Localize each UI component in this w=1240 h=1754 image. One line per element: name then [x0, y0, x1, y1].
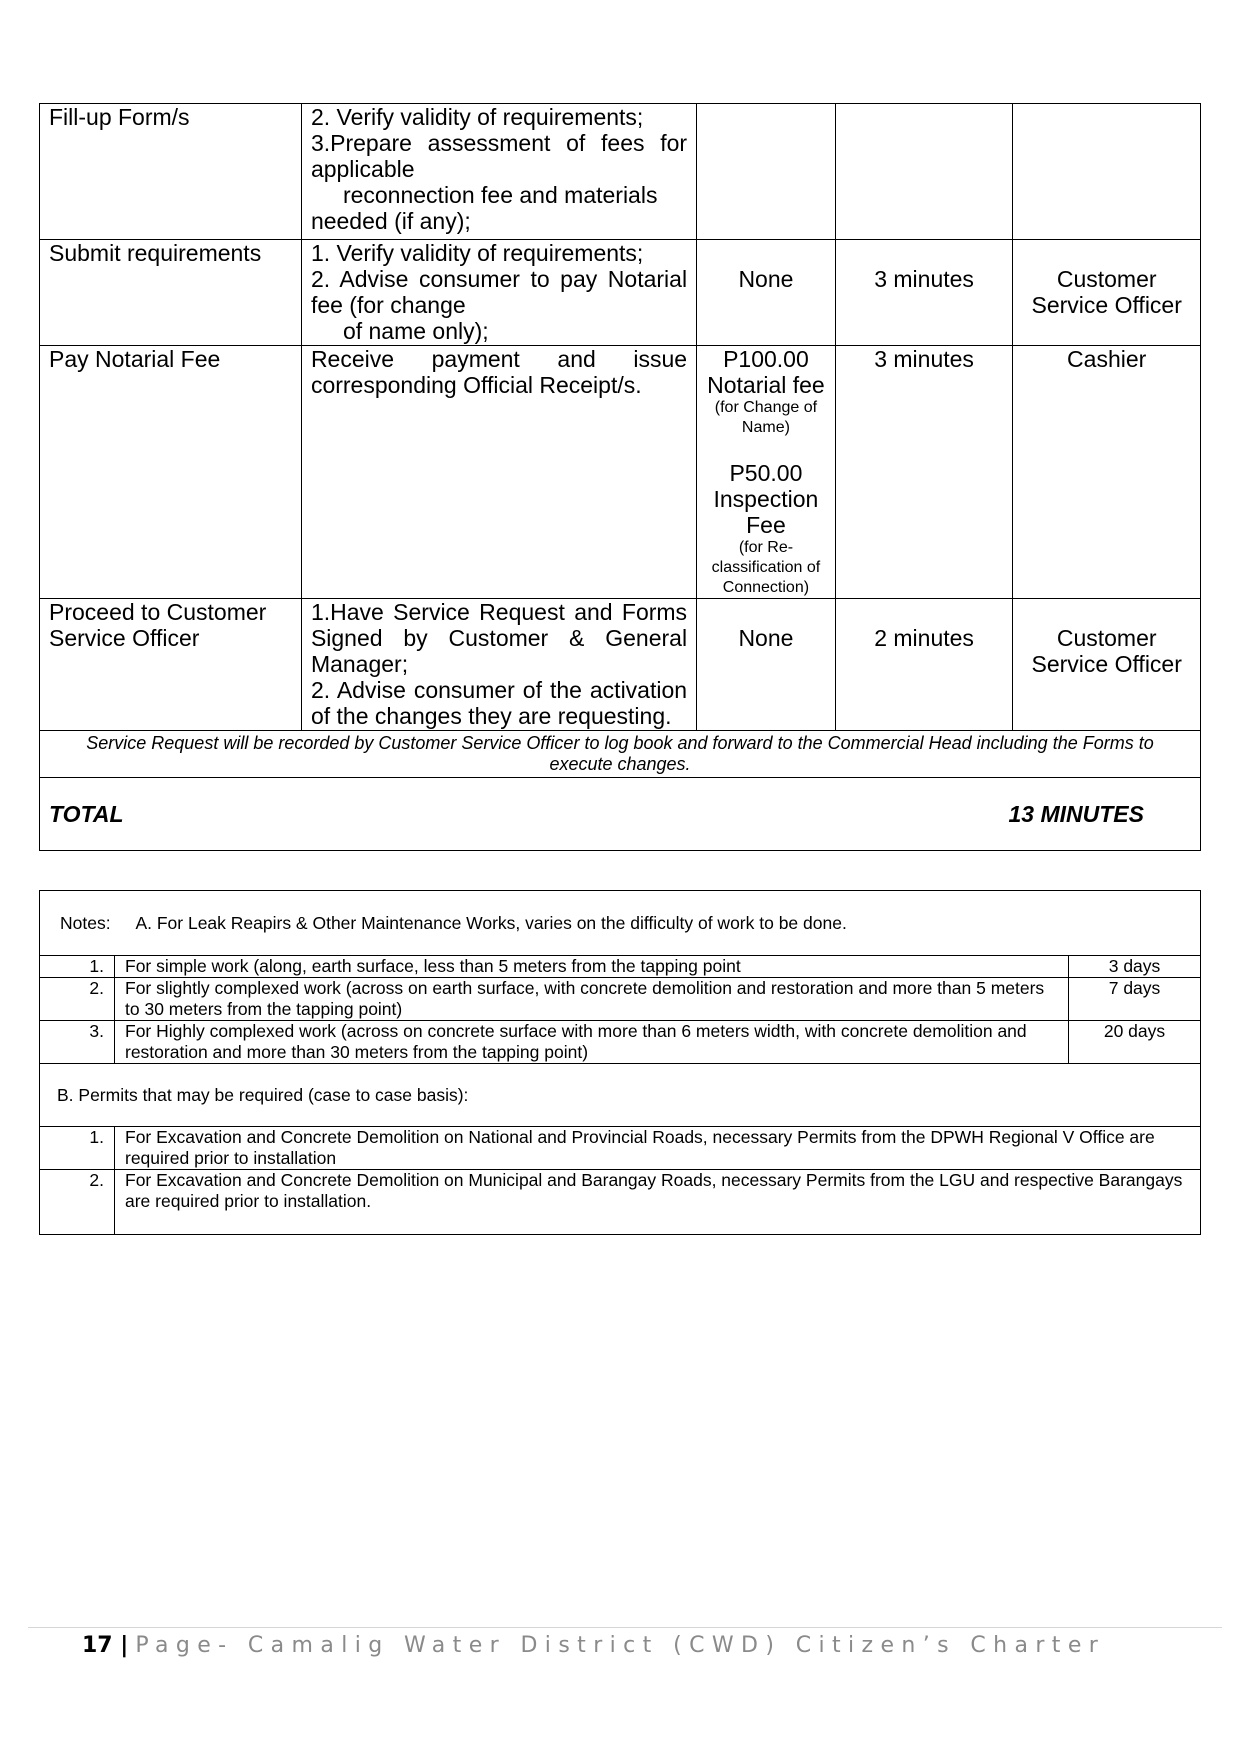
action-cell	[301, 240, 696, 346]
table-row	[40, 1127, 1201, 1170]
table-row	[40, 104, 1201, 240]
service-note: Service Request will be recorded by Customer Service Officer to log book and forward to the Commercial Head including the Forms to execute changes.	[40, 731, 1201, 778]
item-number: 2.	[40, 978, 115, 1021]
step-cell: Fill-up Form/s	[40, 104, 302, 240]
action-line: 2. Verify validity of requirements;	[310, 104, 644, 130]
notes-header	[40, 891, 1201, 956]
step-cell: Proceed to Customer Service Officer	[40, 599, 302, 731]
person-cell: Customer Service Officer	[1013, 599, 1201, 731]
inspection-fee: P50.00 Inspection Fee	[713, 460, 819, 538]
table-row	[40, 731, 1201, 778]
table-row	[40, 599, 1201, 731]
action-line: reconnection fee and materials	[342, 182, 658, 208]
table-row	[40, 956, 1201, 978]
notes-a-title: A. For Leak Reapirs & Other Maintenance Works, varies on the difficulty of work to be done.	[135, 912, 847, 933]
action-line: 3.Prepare assessment of fees for applicable	[310, 130, 688, 182]
person-cell: Customer Service Officer	[1013, 240, 1201, 346]
item-text: For simple work (along, earth surface, less than 5 meters from the tapping point	[115, 956, 1069, 978]
notes-b-title: B. Permits that may be required (case to case basis):	[40, 1064, 1201, 1127]
action-cell	[301, 104, 696, 240]
fee-cell: None	[697, 599, 836, 731]
item-days: 3 days	[1069, 956, 1201, 978]
time-cell: 2 minutes	[835, 599, 1013, 731]
action-line: 1.Have Service Request and Forms Signed by Customer & General Manager;	[310, 599, 688, 677]
item-days: 7 days	[1069, 978, 1201, 1021]
table-row	[40, 346, 1201, 599]
notes-label: Notes:	[60, 912, 111, 933]
item-text: For slightly complexed work (across on earth surface, with concrete demolition and restoration and more than 5 meters to 30 meters from the tapping point)	[115, 978, 1069, 1021]
item-days: 20 days	[1069, 1021, 1201, 1064]
table-row	[40, 978, 1201, 1021]
page-footer	[82, 1631, 1105, 1661]
notarial-fee-note: (for Change of Name)	[714, 399, 818, 436]
person-cell: Cashier	[1013, 346, 1201, 599]
action-cell	[301, 599, 696, 731]
permits-header-row	[40, 1064, 1201, 1127]
inspection-fee-note: (for Re-classification of Connection)	[711, 539, 821, 596]
total-cell	[40, 778, 1201, 851]
item-text: For Excavation and Concrete Demolition on Municipal and Barangay Roads, necessary Permits from the LGU and respective Barangays are required prior to installation.	[115, 1170, 1201, 1235]
table-row	[40, 1021, 1201, 1064]
action-line: 1. Verify validity of requirements;	[310, 240, 644, 266]
table-row	[40, 1170, 1201, 1235]
total-label: TOTAL	[49, 801, 124, 827]
action-cell: Receive payment and issue corresponding Official Receipt/s.	[301, 346, 696, 599]
fee-cell	[697, 346, 836, 599]
item-number: 1.	[40, 1127, 115, 1170]
action-line: needed (if any);	[310, 208, 471, 234]
notarial-fee: P100.00 Notarial fee	[707, 346, 825, 398]
footer-divider	[28, 1627, 1222, 1628]
process-table	[39, 103, 1201, 851]
item-number: 3.	[40, 1021, 115, 1064]
time-cell: 3 minutes	[835, 240, 1013, 346]
step-cell: Pay Notarial Fee	[40, 346, 302, 599]
notes-header-row	[40, 891, 1201, 956]
fee-cell: None	[697, 240, 836, 346]
item-text: For Excavation and Concrete Demolition on National and Provincial Roads, necessary Permits from the DPWH Regional V Office are required prior to installation	[115, 1127, 1201, 1170]
action-line: of name only);	[342, 318, 489, 344]
item-text: For Highly complexed work (across on concrete surface with more than 6 meters width, with concrete demolition and restoration and more than 30 meters from the tapping point)	[115, 1021, 1069, 1064]
item-number: 1.	[40, 956, 115, 978]
total-value: 13 MINUTES	[1008, 801, 1144, 827]
item-number: 2.	[40, 1170, 115, 1235]
table-row	[40, 240, 1201, 346]
fee-cell	[697, 104, 836, 240]
time-cell	[835, 104, 1013, 240]
total-row	[40, 778, 1201, 851]
footer-title: Page- Camalig Water District (CWD) Citizen’s Charter	[135, 1633, 1106, 1658]
person-cell	[1013, 104, 1201, 240]
page-number: 17 |	[82, 1633, 129, 1658]
action-line: 2. Advise consumer of the activation of the changes they are requesting.	[310, 677, 688, 729]
time-cell: 3 minutes	[835, 346, 1013, 599]
step-cell: Submit requirements	[40, 240, 302, 346]
action-line: 2. Advise consumer to pay Notarial fee (for change	[310, 266, 688, 318]
notes-table	[39, 890, 1201, 1235]
